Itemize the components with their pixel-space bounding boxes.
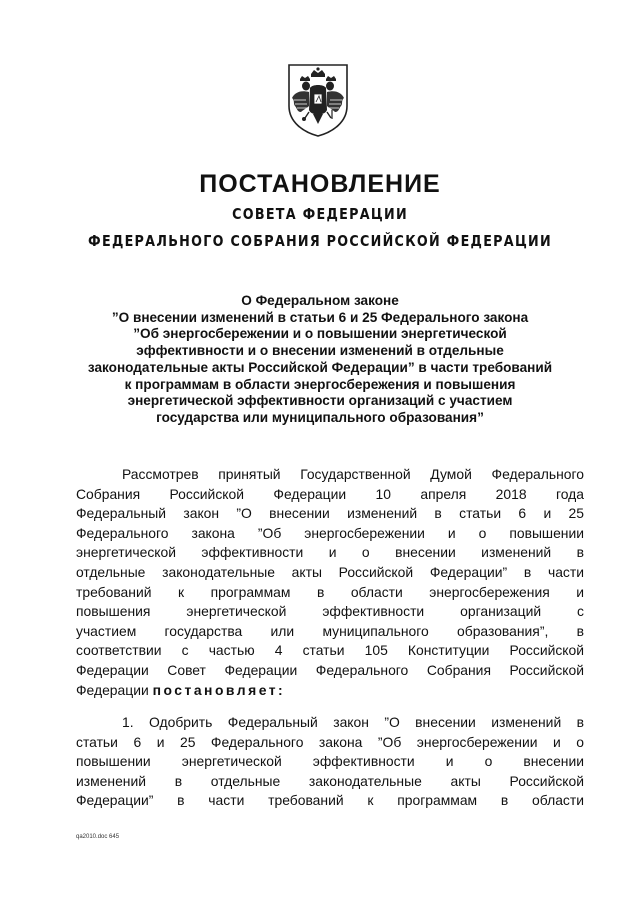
paragraph-line: Федерации Совет Федерации Федерального Собрания Российской: [76, 661, 584, 678]
paragraph-line: Федерации” в части требований к программам в области: [76, 792, 584, 809]
russian-coat-of-arms-icon: [285, 62, 351, 138]
paragraph-line: Рассмотрев принятый Государственной Думой Федерального: [122, 466, 584, 482]
file-reference: qa2010.doc 645: [76, 834, 120, 840]
subject-line: к программам в области энергосбережения и повышения: [124, 376, 516, 392]
paragraph-line: соответствии с частью 4 статьи 105 Конституции Российской: [76, 642, 584, 659]
paragraph-line: Федерального закона ”Об энергосбережении и о повышении: [76, 524, 584, 541]
paragraph-line: участием государства или муниципального образования”, в: [76, 622, 584, 639]
document-title: ПОСТАНОВЛЕНИЕ: [199, 170, 441, 198]
paragraph-line: [76, 681, 584, 701]
subject-line: энергетической эффективности организаций с участием: [127, 393, 513, 409]
paragraph-line: требований к программам в области энергосбережения и: [76, 583, 584, 600]
paragraph-line: Федеральный закон ”О внесении изменений в статьи 6 и 25: [76, 505, 584, 522]
paragraph-line: статьи 6 и 25 Федерального закона ”Об энергосбережении и о: [76, 733, 584, 750]
paragraph-line: отдельные законодательные акты Российской Федерации” в части: [76, 563, 584, 580]
subject-line: ”Об энергосбережении и о повышении энергетической: [133, 326, 507, 342]
paragraph-line: энергетической эффективности и о внесении изменений в: [76, 544, 584, 561]
paragraph-line: Собрания Российской Федерации 10 апреля 2018 года: [76, 485, 584, 502]
paragraph-line: 1. Одобрить Федеральный закон ”О внесении изменений в: [122, 714, 584, 730]
subject-line: ”О внесении изменений в статьи 6 и 25 Федерального закона: [111, 309, 529, 325]
resolution-item-1: [76, 713, 584, 811]
issuer-line-1: СОВЕТА ФЕДЕРАЦИИ: [232, 205, 408, 223]
subject-line: эффективности и о внесении изменений в отдельные: [136, 343, 504, 359]
resolves-keyword: постановляет:: [152, 681, 286, 698]
paragraph-line: повышении энергетической эффективности и о внесении: [76, 753, 584, 770]
paragraph-line-prefix: Федерации: [76, 681, 153, 698]
subject-line: законодательные акты Российской Федерации” в части требований: [87, 359, 553, 375]
preamble-paragraph: [76, 465, 584, 700]
issuer-line-2: ФЕДЕРАЛЬНОГО СОБРАНИЯ РОССИЙСКОЙ ФЕДЕРАЦИИ: [88, 232, 552, 250]
paragraph-line: изменений в отдельные законодательные акты Российской: [76, 772, 584, 789]
paragraph-line: повышения энергетической эффективности организаций с: [76, 603, 584, 620]
subject-line: государства или муниципального образования”: [156, 409, 484, 425]
document-subject: [60, 293, 580, 427]
subject-line: О Федеральном законе: [241, 293, 399, 308]
